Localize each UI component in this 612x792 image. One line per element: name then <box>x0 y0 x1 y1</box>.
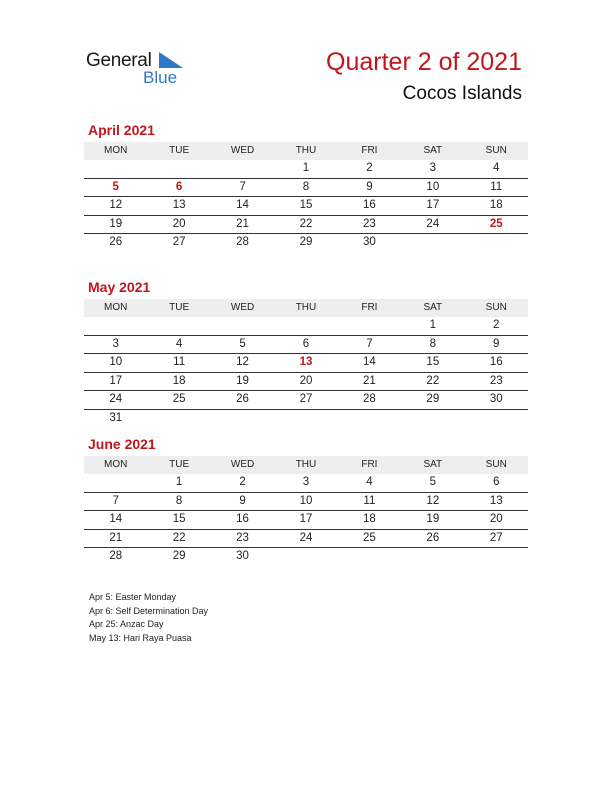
month-title: April 2021 <box>88 122 155 138</box>
day-cell: 6 <box>302 337 310 350</box>
empty-day-cell <box>401 548 464 566</box>
page-title: Quarter 2 of 2021 <box>326 48 522 76</box>
day-cell: 3 <box>112 337 119 350</box>
day-cell: 29 <box>426 393 440 405</box>
week-row <box>84 373 528 392</box>
logo-word-blue: Blue <box>143 68 178 87</box>
day-cell: 6 <box>493 476 500 488</box>
day-cell: 19 <box>426 513 440 525</box>
weekday-header <box>84 456 528 474</box>
weekday-fri: FRI <box>361 145 378 156</box>
day-cell: 11 <box>173 356 186 368</box>
day-cell: 18 <box>172 374 186 387</box>
empty-day-cell <box>147 160 210 178</box>
day-cell: 10 <box>109 356 123 368</box>
day-cell: 8 <box>175 494 183 507</box>
weekday-mon: MON <box>104 459 128 470</box>
empty-day-cell <box>147 317 210 335</box>
day-cell: 11 <box>490 180 503 193</box>
month-weeks <box>84 160 528 252</box>
empty-day-cell <box>401 410 464 428</box>
day-cell: 28 <box>363 393 376 405</box>
month-april <box>84 121 528 252</box>
week-row <box>84 511 528 530</box>
day-cell: 24 <box>426 217 440 230</box>
day-cell: 7 <box>239 180 246 193</box>
month-june <box>84 435 528 566</box>
week-row <box>84 548 528 566</box>
logo <box>86 50 196 90</box>
empty-day-cell <box>465 410 528 428</box>
day-cell: 27 <box>489 531 503 544</box>
empty-day-cell <box>338 317 401 335</box>
week-row <box>84 234 528 252</box>
day-cell: 14 <box>236 199 249 211</box>
day-cell: 19 <box>109 217 123 230</box>
weekday-fri: FRI <box>361 459 378 470</box>
day-cell: 20 <box>489 513 503 525</box>
day-cell: 14 <box>109 513 123 525</box>
week-row <box>84 493 528 512</box>
week-row <box>84 391 528 410</box>
day-cell: 2 <box>239 476 246 488</box>
weekday-sat: SAT <box>423 302 443 313</box>
day-cell: 29 <box>299 236 313 248</box>
holiday-notes <box>89 591 208 645</box>
weekday-sat: SAT <box>423 459 443 470</box>
weekday-mon: MON <box>104 302 128 313</box>
day-cell: 18 <box>363 513 376 525</box>
day-cell: 16 <box>363 199 376 211</box>
day-cell: 10 <box>426 180 440 193</box>
day-cell: 22 <box>299 217 313 230</box>
holiday-note: May 13: Hari Raya Puasa <box>89 632 192 643</box>
weekday-tue: TUE <box>169 302 190 313</box>
empty-day-cell <box>338 410 401 428</box>
week-row <box>84 410 528 428</box>
holiday-note: Apr 5: Easter Monday <box>89 592 177 602</box>
day-cell: 23 <box>236 531 249 544</box>
day-cell: 9 <box>239 494 246 507</box>
empty-day-cell <box>211 160 274 178</box>
weekday-sun: SUN <box>485 145 507 156</box>
day-cell: 13 <box>172 199 186 211</box>
day-cell: 8 <box>302 180 310 193</box>
day-cell: 26 <box>236 393 249 405</box>
day-cell: 31 <box>109 411 123 424</box>
day-cell: 9 <box>493 337 500 350</box>
day-cell: 10 <box>299 494 313 507</box>
week-row <box>84 336 528 355</box>
day-cell: 21 <box>109 531 123 544</box>
day-cell: 20 <box>299 374 313 387</box>
day-cell: 6 <box>175 180 183 193</box>
empty-day-cell <box>211 410 274 428</box>
day-cell: 2 <box>493 319 500 331</box>
day-cell: 2 <box>366 162 373 174</box>
day-cell: 23 <box>363 217 376 230</box>
empty-day-cell <box>147 410 210 428</box>
month-weeks <box>84 474 528 566</box>
weekday-header <box>84 142 528 160</box>
weekday-sun: SUN <box>485 459 507 470</box>
day-cell: 19 <box>236 374 249 387</box>
week-row <box>84 354 528 373</box>
day-cell: 3 <box>429 162 437 174</box>
day-cell: 26 <box>426 531 440 544</box>
empty-day-cell <box>401 234 464 252</box>
day-cell: 20 <box>172 217 186 230</box>
day-cell: 24 <box>299 531 313 544</box>
empty-day-cell <box>274 317 337 335</box>
day-cell: 13 <box>299 356 313 368</box>
week-row <box>84 474 528 493</box>
weekday-tue: TUE <box>169 145 190 156</box>
empty-day-cell <box>84 474 147 492</box>
week-row <box>84 179 528 198</box>
day-cell: 15 <box>172 513 186 525</box>
weekday-wed: WED <box>230 459 255 470</box>
week-row <box>84 216 528 235</box>
day-cell: 15 <box>299 199 313 211</box>
empty-day-cell <box>274 410 337 428</box>
day-cell: 17 <box>299 513 313 525</box>
day-cell: 1 <box>429 319 437 331</box>
day-cell: 1 <box>175 476 183 488</box>
month-title: May 2021 <box>88 279 151 295</box>
day-cell: 13 <box>489 494 503 507</box>
empty-day-cell <box>84 160 147 178</box>
weekday-thu: THU <box>295 145 317 156</box>
day-cell: 23 <box>489 374 503 387</box>
week-row <box>84 160 528 179</box>
day-cell: 15 <box>426 356 440 368</box>
weekday-tue: TUE <box>169 459 190 470</box>
weekday-thu: THU <box>295 459 317 470</box>
weekday-wed: WED <box>230 145 255 156</box>
day-cell: 25 <box>489 217 503 230</box>
day-cell: 30 <box>363 236 376 248</box>
day-cell: 16 <box>489 356 503 368</box>
day-cell: 17 <box>109 374 123 387</box>
day-cell: 22 <box>172 531 186 544</box>
day-cell: 29 <box>172 550 186 562</box>
day-cell: 5 <box>429 476 437 488</box>
empty-day-cell <box>211 317 274 335</box>
day-cell: 25 <box>172 393 186 405</box>
day-cell: 30 <box>236 550 249 562</box>
day-cell: 7 <box>112 494 119 507</box>
day-cell: 11 <box>363 494 376 507</box>
day-cell: 28 <box>236 236 249 248</box>
day-cell: 4 <box>493 162 500 174</box>
day-cell: 21 <box>236 217 249 230</box>
weekday-sun: SUN <box>485 302 507 313</box>
weekday-fri: FRI <box>361 302 378 313</box>
day-cell: 18 <box>489 199 503 211</box>
empty-day-cell <box>338 548 401 566</box>
holiday-note: Apr 25: Anzac Day <box>89 619 164 629</box>
day-cell: 8 <box>429 337 437 350</box>
day-cell: 5 <box>112 180 119 193</box>
day-cell: 26 <box>109 236 123 248</box>
day-cell: 3 <box>302 476 310 488</box>
day-cell: 24 <box>109 393 123 405</box>
day-cell: 16 <box>236 513 249 525</box>
day-cell: 12 <box>426 494 440 507</box>
holiday-note: Apr 6: Self Determination Day <box>89 605 209 616</box>
day-cell: 17 <box>426 199 440 211</box>
weekday-sat: SAT <box>423 145 443 156</box>
day-cell: 7 <box>366 337 373 350</box>
week-row <box>84 317 528 336</box>
empty-day-cell <box>84 317 147 335</box>
weekday-wed: WED <box>230 302 255 313</box>
day-cell: 22 <box>426 374 440 387</box>
day-cell: 12 <box>236 356 249 368</box>
month-title: June 2021 <box>88 436 156 452</box>
page-subtitle: Cocos Islands <box>402 83 522 104</box>
day-cell: 27 <box>172 236 186 248</box>
week-row <box>84 530 528 549</box>
day-cell: 1 <box>302 162 310 174</box>
day-cell: 12 <box>109 199 123 211</box>
month-may <box>84 278 528 427</box>
day-cell: 27 <box>299 393 313 405</box>
empty-day-cell <box>465 234 528 252</box>
month-weeks <box>84 317 528 427</box>
day-cell: 21 <box>363 374 376 387</box>
day-cell: 4 <box>175 337 183 350</box>
empty-day-cell <box>465 548 528 566</box>
day-cell: 9 <box>366 180 373 193</box>
day-cell: 28 <box>109 550 123 562</box>
weekday-thu: THU <box>295 302 317 313</box>
day-cell: 4 <box>366 476 373 488</box>
day-cell: 25 <box>363 531 376 544</box>
weekday-mon: MON <box>104 145 128 156</box>
day-cell: 30 <box>489 393 503 405</box>
week-row <box>84 197 528 216</box>
day-cell: 14 <box>363 356 376 368</box>
day-cell: 5 <box>239 337 246 350</box>
empty-day-cell <box>274 548 337 566</box>
logo-word-general: General <box>86 50 152 71</box>
logo-triangle-icon <box>159 52 183 68</box>
weekday-header <box>84 299 528 317</box>
